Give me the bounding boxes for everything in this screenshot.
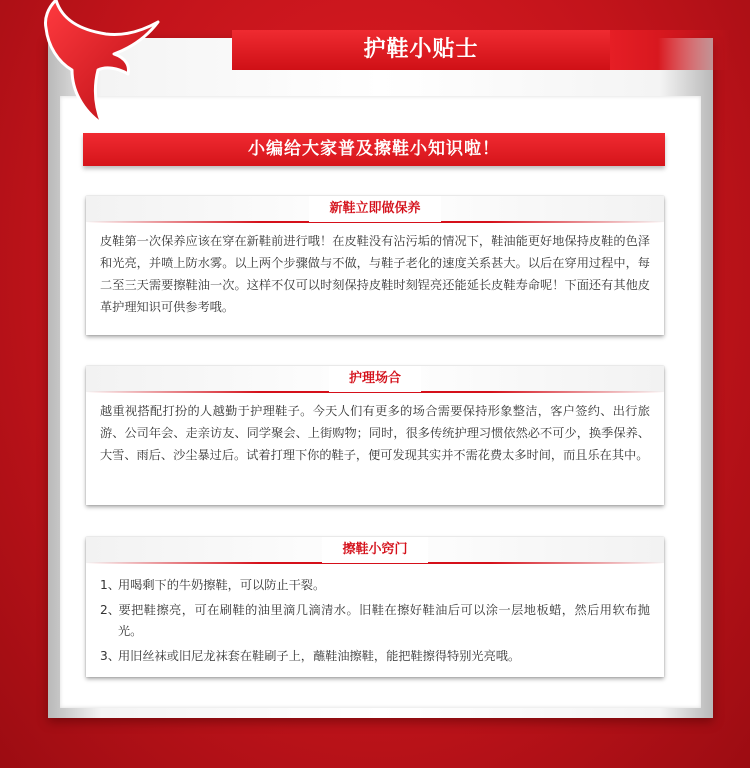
page-title: 护鞋小贴士 bbox=[232, 30, 610, 70]
bird-logo-icon bbox=[18, 0, 168, 130]
section-header bbox=[86, 537, 664, 563]
tip-text: 用旧丝袜或旧尼龙袜套在鞋刷子上，蘸鞋油擦鞋，能把鞋擦得特别光亮哦。 bbox=[118, 649, 521, 663]
section-heading: 新鞋立即做保养 bbox=[309, 196, 440, 222]
section-heading: 护理场合 bbox=[329, 366, 421, 392]
list-item bbox=[100, 575, 650, 596]
subtitle-banner: 小编给大家普及擦鞋小知识啦！ bbox=[83, 133, 665, 166]
tip-text: 用喝剩下的牛奶擦鞋，可以防止干裂。 bbox=[118, 578, 326, 592]
list-item bbox=[100, 600, 650, 642]
tips-list bbox=[100, 575, 650, 667]
section-header bbox=[86, 196, 664, 222]
list-item bbox=[100, 646, 650, 667]
title-bar-tail bbox=[610, 30, 730, 70]
section-card-new-shoes bbox=[86, 196, 664, 335]
tip-number: 2、 bbox=[100, 603, 120, 617]
tip-text: 要把鞋擦亮，可在刷鞋的油里滴几滴清水。旧鞋在擦好鞋油后可以涂一层地板蜡，然后用软布抛光。 bbox=[118, 603, 650, 638]
section-card-tips bbox=[86, 537, 664, 677]
section-card-care-occasions bbox=[86, 366, 664, 505]
section-body: 越重视搭配打扮的人越勤于护理鞋子。今天人们有更多的场合需要保持形象整洁，客户签约、出行旅游、公司年会、走亲访友、同学聚会、上街购物；同时，很多传统护理习惯依然必不可少，换季保养、大雪、雨后、沙尘暴过后。试着打理下你的鞋子，便可发现其实并不需花费太多时间，而且乐在其中。 bbox=[100, 404, 650, 462]
tip-number: 1、 bbox=[100, 578, 120, 592]
tip-number: 3、 bbox=[100, 649, 120, 663]
section-body: 皮鞋第一次保养应该在穿在新鞋前进行哦！在皮鞋没有沾污垢的情况下，鞋油能更好地保持皮鞋的色泽和光亮，并喷上防水雾。以上两个步骤做与不做，与鞋子老化的速度关系甚大。以后在穿用过程中，每二至三天需要擦鞋油一次。这样不仅可以时刻保持皮鞋时刻锃亮还能延长皮鞋寿命呢！下面还有其他皮革护理知识可供参考哦。 bbox=[100, 234, 650, 314]
section-heading: 擦鞋小窍门 bbox=[322, 537, 427, 563]
section-body bbox=[86, 563, 664, 677]
section-header bbox=[86, 366, 664, 392]
